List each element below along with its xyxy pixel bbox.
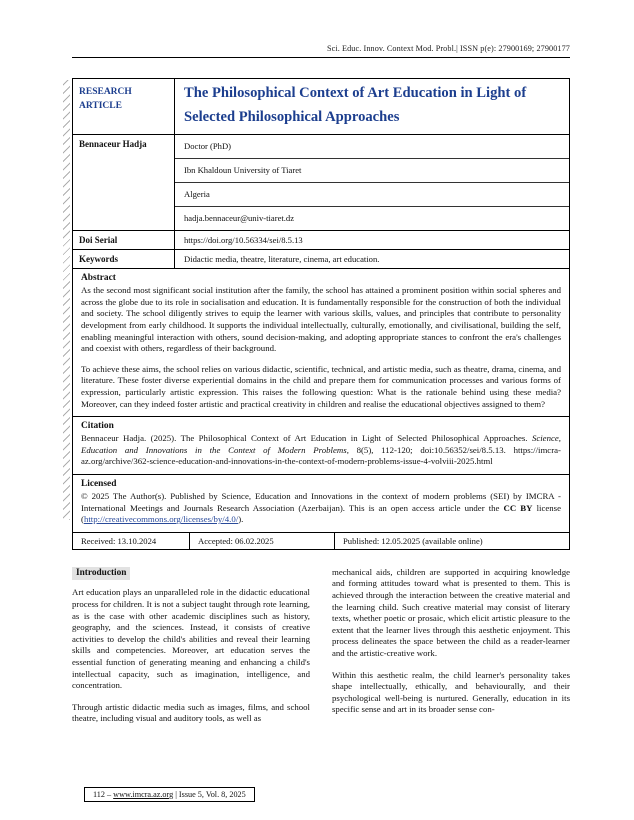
citation-part1: Bennaceur Hadja. (2025). The Philosophical Context of Art Education in Light of Selected Philosophical Approaches. <box>81 433 532 444</box>
author-row <box>73 135 569 231</box>
abstract-section <box>73 269 569 417</box>
cc-by-label: CC BY <box>503 502 533 513</box>
published-date: Published: 12.05.2025 (available online) <box>334 533 569 549</box>
citation-part2: , 8(5), 112-120; doi:10.56352/sei/8.5.13. https://imcra-az.org/archive/362-science-education-and-innovations-in-the-context-of-modern-problems-issue-4-volviii-2025.html <box>81 444 561 467</box>
citation-journal-title: Science, Education and Innovations in the Context of Modern Problems <box>81 433 561 455</box>
author-country: Algeria <box>175 183 569 207</box>
body-right-paragraph-2: Within this aesthetic realm, the child learner's personality takes shape intellectually, ethically, and behaviourally, and their psychological well-being is nurtured. Generally, education in its specific sense and art in its broader sense con- <box>332 669 570 715</box>
article-meta-wrapper <box>72 78 570 550</box>
abstract-paragraph-2: To achieve these aims, the school relies on various didactic, scientific, technical, and artistic media, such as theatre, drama, cinema, and literature. These foster diverse experiential domains in the child and prepare them for communication processes and various forms of expression, particularly artistic expression. This raises the following question: What is the rationale behind using these media? Moreover, can they indeed foster artistic and practical creativity in children and realise the educational objectives assigned to them? <box>81 363 561 409</box>
keywords-row <box>73 250 569 269</box>
citation-text <box>81 433 561 468</box>
right-column <box>332 567 570 735</box>
received-date: Received: 13.10.2024 <box>81 535 157 546</box>
author-name: Bennaceur Hadja <box>73 135 175 230</box>
doi-value-cell <box>175 231 569 249</box>
paper-title: The Philosophical Context of Art Education in Light of Selected Philosophical Approaches <box>184 85 527 125</box>
doi-label: Doi Serial <box>73 231 175 249</box>
abstract-paragraph-1: As the second most significant social institution after the family, the school has attained a prominent position within social spheres and across the globe due to its role in socialisation and education. It is fundamentally responsible for the construction of both the individual and society. The school diligently strives to equip the learner with various skills, values, and principles that contribute to personality development from early childhood. It supports the individual intellectually, culturally, emotionally, and civilisational, building the self, enabling meaningful interaction with others, sound decision-making, and adopting appropriate stances to confront the era's challenges and coexist with others, regardless of their background. <box>81 285 561 354</box>
article-type-cell <box>73 79 175 134</box>
title-row <box>73 79 569 135</box>
page-content <box>72 44 570 735</box>
keywords-label: Keywords <box>73 250 175 268</box>
author-degree: Doctor (PhD) <box>175 135 569 159</box>
article-type-label: RESEARCH ARTICLE <box>79 87 132 112</box>
page-footer <box>84 787 255 802</box>
licensed-part2: license ( <box>81 502 561 525</box>
licensed-part1: © 2025 The Author(s). Published by Science, Education and Innovations in the context of modern problems (SEI) by IMCRA - International Meetings and Journals Research Association (Azerbaijan). This is an open access article under the <box>81 491 561 513</box>
body-left-paragraph-1: Art education plays an unparalleled role in the didactic educational process for children. It is not a subject taught through rote learning, as is the case with other academic disciplines such as history, geography, and the sciences. Instead, it consists of creative activities to develop the child's abilities and reveal their learning skills and competencies. Moreover, art education serves the essential function of generating meaning and enhancing a child's intellectual capacity, such as imagination, intelligence, and concentration. <box>72 587 310 691</box>
doi-row <box>73 231 569 250</box>
article-meta-table <box>72 78 570 550</box>
licensed-part3: ). <box>238 514 244 525</box>
doi-link[interactable]: https://doi.org/10.56334/sei/8.5.13 <box>184 235 303 246</box>
body-columns <box>72 567 570 735</box>
introduction-heading: Introduction <box>72 567 130 581</box>
journal-header <box>72 44 570 53</box>
journal-issn-line: Sci. Educ. Innov. Context Mod. Probl.| ISSN p(e): 27900169; 27900177 <box>326 44 570 53</box>
citation-heading: Citation <box>81 421 114 432</box>
licensed-heading: Licensed <box>81 479 117 489</box>
body-left-paragraph-2: Through artistic didactic media such as images, films, and school theatre, including visual and auditory tools, as well as <box>72 701 310 724</box>
author-affiliation: Ibn Khaldoun University of Tiaret <box>175 159 569 183</box>
author-details <box>175 135 569 230</box>
footer-site-link[interactable]: www.imcra.az.org <box>113 790 174 799</box>
citation-section <box>73 417 569 475</box>
left-column <box>72 567 310 735</box>
accepted-date: Accepted: 06.02.2025 <box>189 533 334 549</box>
licensed-section <box>73 475 569 533</box>
cc-license-link[interactable]: http://creativecommons.org/licenses/by/4.0/ <box>83 514 239 525</box>
footer-page-number: 112 – <box>93 790 114 799</box>
dates-row <box>73 533 569 549</box>
author-email: hadja.bennaceur@univ-tiaret.dz <box>184 213 295 224</box>
footer-issue-info: | Issue 5, Vol. 8, 2025 <box>173 790 246 799</box>
body-right-paragraph-1: mechanical aids, children are supported in acquiring knowledge and forming attitudes toward what is presented to them. This is achieved through the interaction between the creative material and the learning child. Such creative material may consist of literary texts, whether poetic or prosaic, which elicit artistic pleasure to the extent that the learner lives through this aesthetic enjoyment. This process delineates the space between the child as a reader-learner and the artistic-creative work. <box>332 566 570 658</box>
decorative-zigzag-border <box>63 80 70 520</box>
licensed-text <box>81 491 561 526</box>
header-rule <box>72 57 570 58</box>
keywords-value: Didactic media, theatre, literature, cinema, art education. <box>184 254 380 265</box>
abstract-heading: Abstract <box>81 273 116 284</box>
